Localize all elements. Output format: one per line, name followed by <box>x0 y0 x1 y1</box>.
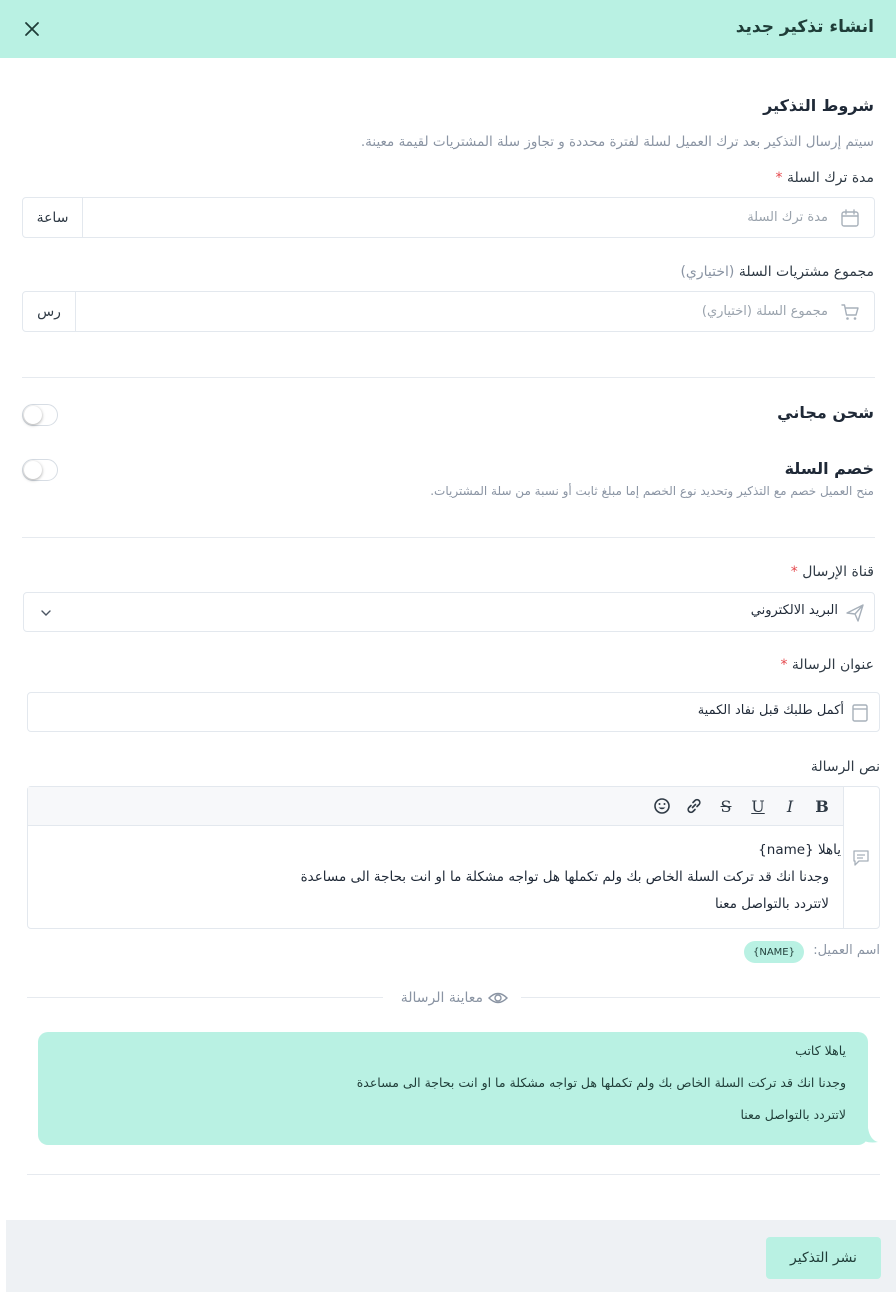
channel-select[interactable] <box>23 592 875 632</box>
link-icon[interactable] <box>685 797 703 815</box>
abandon-duration-placeholder: مدة ترك السلة <box>747 210 828 225</box>
cart-total-label <box>680 264 874 280</box>
divider <box>521 997 880 998</box>
editor-toolbar <box>28 787 843 826</box>
abandon-duration-field[interactable] <box>22 197 875 238</box>
conditions-title: شروط التذكير <box>763 96 874 115</box>
bubble-tail <box>860 1128 878 1144</box>
italic-button[interactable]: I <box>786 796 794 816</box>
preview-line: ياهلا كاتب <box>795 1043 846 1058</box>
name-variable-chip[interactable]: {NAME} <box>744 941 804 963</box>
dialog-title: انشاء تذكير جديد <box>735 17 874 37</box>
toggle-knob <box>24 461 42 479</box>
subject-value: أكمل طلبك قبل نفاد الكمية <box>697 703 844 718</box>
channel-label <box>791 564 874 580</box>
publish-button[interactable]: نشر التذكير <box>766 1237 881 1279</box>
currency-addon: رس <box>23 292 76 331</box>
divider <box>22 377 875 378</box>
optional-mark: (اختياري) <box>680 264 735 280</box>
send-icon <box>844 602 866 624</box>
cart-total-field[interactable] <box>22 291 875 332</box>
link-button[interactable] <box>683 795 705 817</box>
editor-side-panel <box>843 787 879 928</box>
comment-icon <box>851 848 871 868</box>
required-mark: * <box>790 564 798 580</box>
abandon-duration-label <box>776 170 874 186</box>
cart-total-placeholder: مجموع السلة (اختياري) <box>701 304 828 319</box>
emoji-button[interactable] <box>651 795 673 817</box>
chevron-down-icon[interactable] <box>40 607 52 619</box>
hours-unit-addon: ساعة <box>23 198 83 237</box>
emoji-icon[interactable] <box>653 797 671 815</box>
body-label: نص الرسالة <box>810 759 880 775</box>
channel-value: البريد الالكتروني <box>750 603 838 618</box>
preview-line: لاتتردد بالتواصل معنا <box>740 1107 846 1122</box>
required-mark: * <box>780 657 788 673</box>
close-button[interactable] <box>20 17 44 41</box>
free-shipping-toggle[interactable] <box>22 404 58 426</box>
toggle-knob <box>24 406 42 424</box>
dialog-footer <box>6 1220 896 1292</box>
body-line: ياهلا {name} <box>758 842 841 858</box>
variable-label: اسم العميل: <box>813 943 880 958</box>
cart-discount-label: خصم السلة <box>784 459 874 478</box>
preview-header <box>397 988 509 1008</box>
subject-field[interactable] <box>27 692 880 732</box>
free-shipping-label: شحن مجاني <box>777 403 874 422</box>
subject-label <box>780 657 874 673</box>
bold-button[interactable]: B <box>815 796 829 816</box>
message-editor[interactable] <box>27 786 880 929</box>
cart-discount-description: منح العميل خصم مع التذكير وتحديد نوع الخصم إما مبلغ ثابت أو نسبة من سلة المشتريات. <box>430 484 874 498</box>
cart-icon <box>840 302 860 322</box>
preview-bubble <box>38 1032 868 1145</box>
strikethrough-button[interactable]: S <box>720 796 732 816</box>
preview-title: معاينة الرسالة <box>400 990 483 1006</box>
preview-line: وجدنا انك قد تركت السلة الخاص بك ولم تكملها هل تواجه مشكلة ما او انت بحاجة الى مساعدة <box>356 1075 846 1090</box>
required-mark: * <box>775 170 783 186</box>
cart-total-label-text: مجموع مشتريات السلة <box>738 264 874 280</box>
channel-label-text: قناة الإرسال <box>802 564 874 580</box>
calendar-icon <box>840 208 860 228</box>
abandon-duration-label-text: مدة ترك السلة <box>786 170 874 186</box>
divider <box>27 997 383 998</box>
conditions-description: سيتم إرسال التذكير بعد ترك العميل لسلة لفترة محددة و تجاوز سلة المشتريات لقيمة معينة. <box>360 134 874 150</box>
subject-label-text: عنوان الرسالة <box>791 657 874 673</box>
divider <box>22 537 875 538</box>
eye-icon <box>487 988 509 1008</box>
cart-discount-toggle[interactable] <box>22 459 58 481</box>
document-icon <box>850 703 870 723</box>
body-line: وجدنا انك قد تركت السلة الخاص بك ولم تكملها هل تواجه مشكلة ما او انت بحاجة الى مساعدة <box>300 869 829 885</box>
underline-button[interactable]: U <box>751 796 765 816</box>
divider <box>27 1174 880 1175</box>
editor-content[interactable] <box>63 837 843 918</box>
body-line: لاتتردد بالتواصل معنا <box>715 896 829 912</box>
close-icon[interactable] <box>20 17 44 41</box>
